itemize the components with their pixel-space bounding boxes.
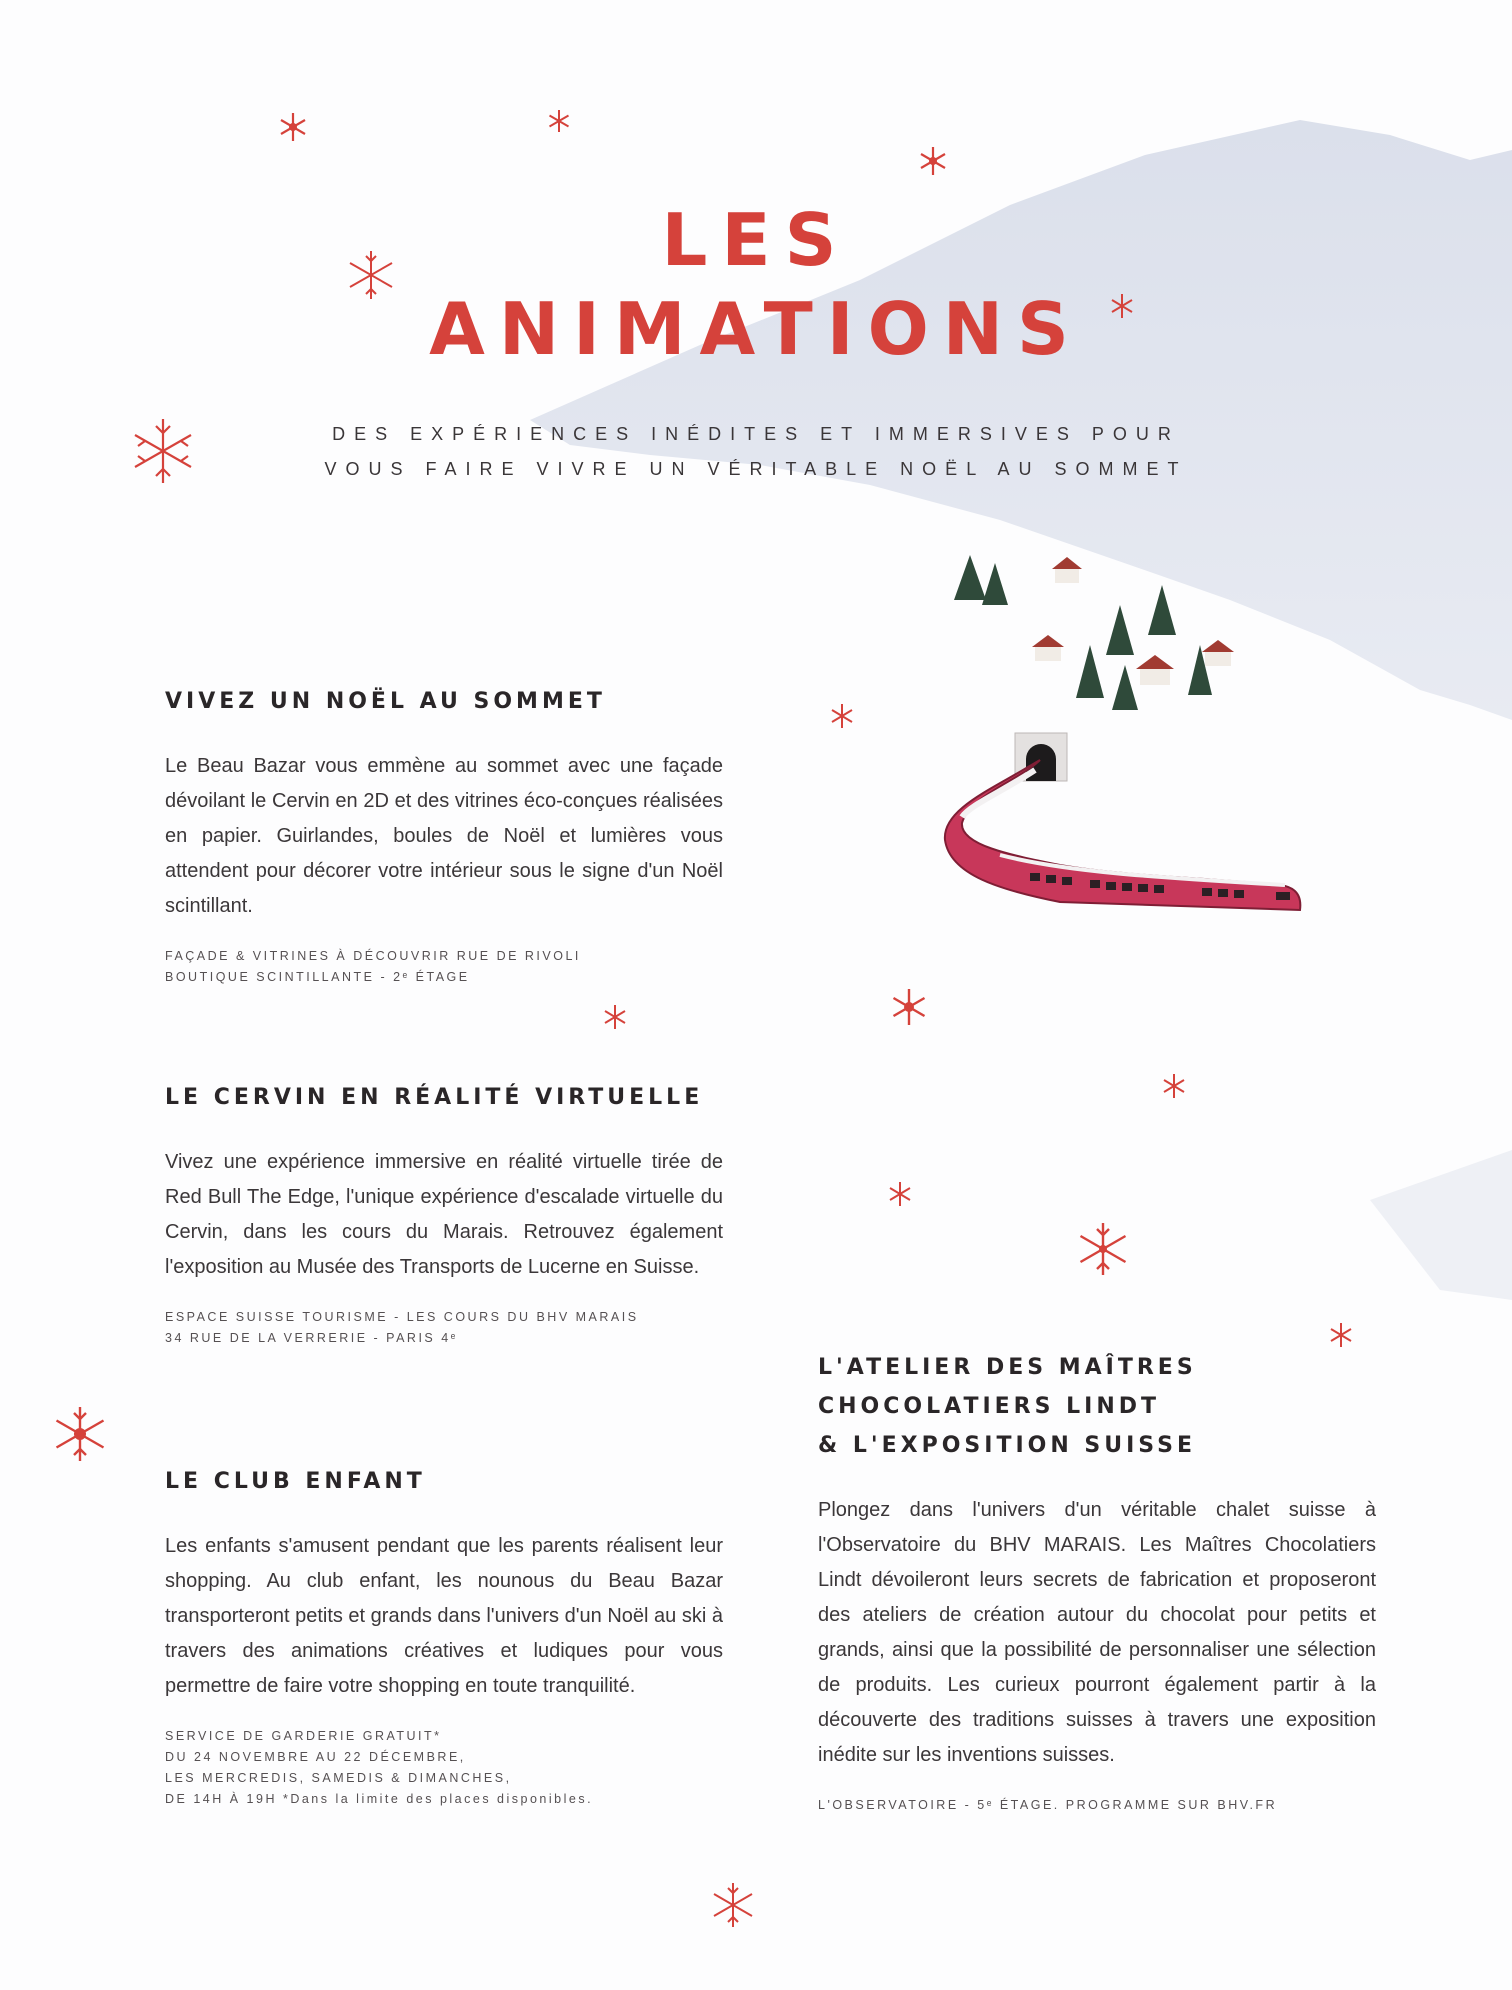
- note-line: ESPACE SUISSE TOURISME - LES COURS DU BHV MARAIS: [165, 1310, 639, 1324]
- section-body: Plongez dans l'univers d'un véritable chalet suisse à l'Observatoire du BHV MARAIS. Les Maîtres Chocolatiers Lindt dévoileront leurs secrets de fabrication et proposeront des ateliers de création autour du chocolat pour petits et grands, ainsi que la possibilité de personnaliser une sélection de produits. Les curieux pourront également partir à la découverte des traditions suisses à travers une exposition inédite sur les inventions suisses.: [818, 1499, 1376, 1766]
- snowflake-icon: [344, 248, 398, 302]
- snowflake-icon: [1108, 292, 1136, 320]
- snowflake-icon: [708, 1880, 758, 1930]
- section-note: [165, 1726, 723, 1810]
- section-title: LE CERVIN EN RÉALITÉ VIRTUELLE: [165, 1085, 704, 1110]
- snowflake-icon: [1326, 1320, 1356, 1350]
- subtitle-line-1: DES EXPÉRIENCES INÉDITES ET IMMERSIVES POUR: [332, 424, 1180, 444]
- train-village-illustration: [940, 555, 1340, 930]
- snowflake-icon: [916, 144, 950, 178]
- note-line: LES MERCREDIS, SAMEDIS & DIMANCHES,: [165, 1771, 512, 1785]
- section-note: [165, 946, 723, 988]
- snowflake-icon: [828, 702, 856, 730]
- section-note: [165, 1307, 723, 1349]
- note-line: DU 24 NOVEMBRE AU 22 DÉCEMBRE,: [165, 1750, 466, 1764]
- snowflake-icon: [276, 110, 310, 144]
- section-title: VIVEZ UN NOËL AU SOMMET: [165, 689, 606, 714]
- section-body: Les enfants s'amusent pendant que les parents réalisent leur shopping. Au club enfant, les nounous du Beau Bazar transporteront petits et grands dans l'univers d'un Noël au ski à travers des animations créatives et ludiques pour vous permettre de faire votre shopping en toute tranquilité.: [165, 1535, 723, 1697]
- section-cervin-vr: [165, 1078, 723, 1349]
- snowflake-icon: [886, 1180, 914, 1208]
- subtitle-line-2: VOUS FAIRE VIVRE UN VÉRITABLE NOËL AU SOMMET: [324, 459, 1188, 479]
- snowflake-icon: [50, 1404, 110, 1464]
- note-line: SERVICE DE GARDERIE GRATUIT*: [165, 1729, 442, 1743]
- section-atelier-lindt: [818, 1348, 1376, 1816]
- note-line: 34 RUE DE LA VERRERIE - PARIS 4ᵉ: [165, 1331, 458, 1345]
- snowflake-icon: [546, 108, 572, 134]
- note-line: BOUTIQUE SCINTILLANTE - 2ᵉ ÉTAGE: [165, 970, 470, 984]
- section-body: Le Beau Bazar vous emmène au sommet avec une façade dévoilant le Cervin en 2D et des vitrines éco-conçues réalisées en papier. Guirlandes, boules de Noël et lumières vous attendent pour décorer votre intérieur sous le signe d'un Noël scintillant.: [165, 755, 723, 917]
- title-line: L'ATELIER DES MAÎTRES: [818, 1355, 1197, 1380]
- title-line: & L'EXPOSITION SUISSE: [818, 1433, 1197, 1458]
- note-line: DE 14H À 19H *Dans la limite des places disponibles.: [165, 1792, 594, 1806]
- snowflake-icon: [1160, 1072, 1188, 1100]
- section-note: [818, 1795, 1376, 1816]
- section-noel-au-sommet: [165, 682, 723, 988]
- title-line-1: LES: [661, 198, 851, 282]
- section-title: [818, 1348, 1376, 1465]
- title-line: CHOCOLATIERS LINDT: [818, 1394, 1160, 1419]
- section-body: Vivez une expérience immersive en réalité virtuelle tirée de Red Bull The Edge, l'unique expérience d'escalade virtuelle du Cervin, dans les cours du Marais. Retrouvez également l'exposition au Musée des Transports de Lucerne en Suisse.: [165, 1151, 723, 1278]
- note-line: FAÇADE & VITRINES À DÉCOUVRIR RUE DE RIVOLI: [165, 949, 581, 963]
- snowflake-icon: [888, 986, 930, 1028]
- section-club-enfant: [165, 1462, 723, 1810]
- note-line: L'OBSERVATOIRE - 5ᵉ ÉTAGE. PROGRAMME SUR BHV.FR: [818, 1798, 1278, 1812]
- snowflake-icon: [128, 416, 198, 486]
- snowflake-icon: [1074, 1220, 1132, 1278]
- snowflake-icon: [600, 1002, 630, 1032]
- section-title: LE CLUB ENFANT: [165, 1469, 426, 1494]
- title-line-2: ANIMATIONS: [429, 287, 1083, 371]
